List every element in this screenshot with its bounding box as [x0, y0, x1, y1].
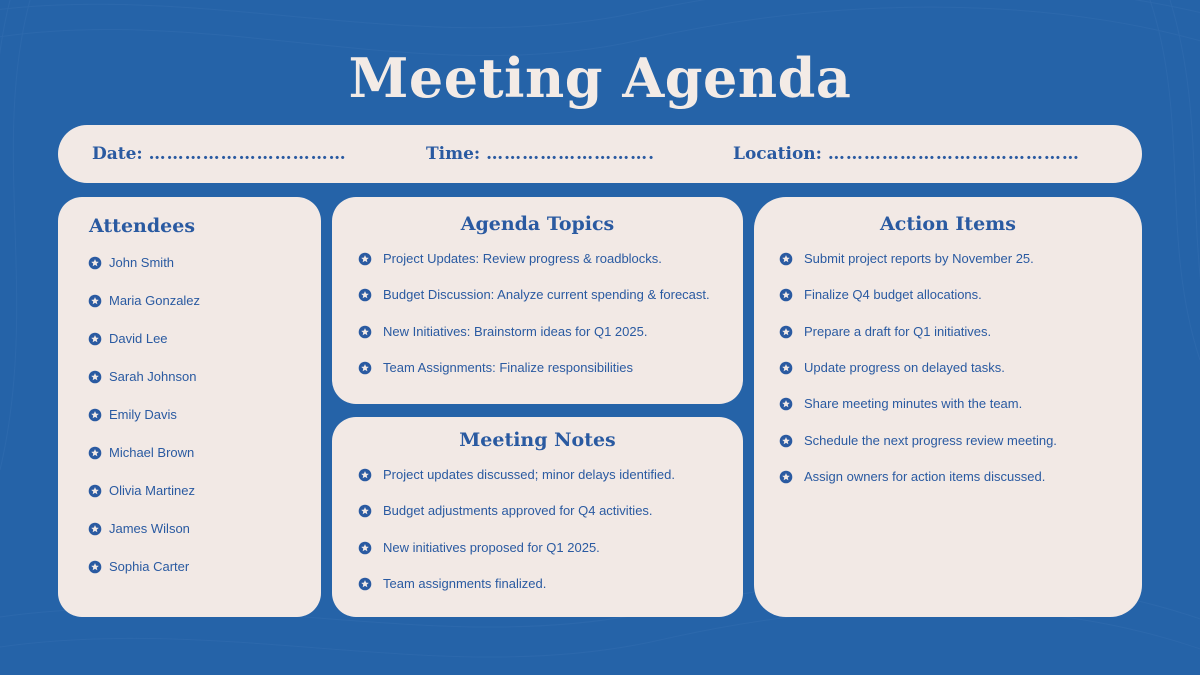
agenda-topic-item-text: New Initiatives: Brainstorm ideas for Q1 2025.: [383, 323, 648, 339]
attendee-item: [88, 481, 195, 501]
meeting-note-item: [358, 574, 546, 594]
agenda-topics-heading: Agenda Topics: [460, 213, 615, 235]
star-badge-icon: [779, 434, 793, 448]
star-badge-icon: [779, 361, 793, 375]
attendees-card: [58, 197, 321, 617]
star-badge-icon: [779, 325, 793, 339]
action-item-text: Share meeting minutes with the team.: [804, 396, 1023, 412]
attendee-item: [88, 291, 200, 311]
star-badge-icon: [88, 294, 102, 308]
agenda-topic-item-text: Project Updates: Review progress & roadblocks.: [383, 251, 662, 266]
star-badge-icon: [779, 470, 793, 484]
time-field[interactable]: [426, 125, 655, 183]
attendee-item-text: Olivia Martinez: [109, 483, 195, 498]
time-label: Time:: [426, 144, 481, 164]
action-item-text: Schedule the next progress review meeting.: [804, 432, 1057, 448]
attendees-heading: Attendees: [89, 215, 196, 237]
star-badge-icon: [88, 522, 102, 536]
action-item: [779, 358, 1005, 378]
action-item-text: Finalize Q4 budget allocations.: [804, 287, 982, 303]
action-items-card: [754, 197, 1142, 617]
star-badge-icon: [358, 288, 372, 302]
attendee-item: [88, 443, 194, 463]
agenda-topic-item-text: Team Assignments: Finalize responsibilities: [383, 359, 633, 375]
date-field[interactable]: [92, 125, 347, 183]
action-item: [779, 249, 1034, 269]
attendee-item: [88, 329, 168, 349]
location-label: Location:: [733, 144, 822, 164]
star-badge-icon: [779, 252, 793, 266]
action-item-text: Update progress on delayed tasks.: [804, 359, 1005, 375]
attendee-item: [88, 557, 189, 577]
action-items-heading: Action Items: [880, 213, 1016, 235]
attendee-item: [88, 253, 174, 273]
agenda-topic-item: [358, 249, 662, 269]
star-badge-icon: [358, 252, 372, 266]
star-badge-icon: [88, 560, 102, 574]
star-badge-icon: [88, 256, 102, 270]
agenda-topic-item: [358, 322, 647, 342]
attendee-item-text: David Lee: [109, 331, 168, 346]
star-badge-icon: [779, 397, 793, 411]
star-badge-icon: [88, 446, 102, 460]
meeting-note-item: [358, 465, 675, 485]
meeting-notes-heading: Meeting Notes: [459, 429, 616, 451]
agenda-topics-card: [332, 197, 743, 404]
attendee-item-text: Emily Davis: [109, 407, 177, 422]
star-badge-icon: [88, 484, 102, 498]
star-badge-icon: [88, 332, 102, 346]
meeting-note-item-text: Project updates discussed; minor delays identified.: [383, 467, 675, 482]
star-badge-icon: [358, 325, 372, 339]
meeting-note-item: [358, 538, 600, 558]
action-item: [779, 467, 1045, 487]
attendee-item-text: Maria Gonzalez: [109, 293, 201, 308]
attendee-item-text: James Wilson: [109, 521, 190, 536]
action-item-text: Prepare a draft for Q1 initiatives.: [804, 323, 992, 339]
action-item-text: Assign owners for action items discussed.: [804, 468, 1046, 484]
star-badge-icon: [88, 408, 102, 422]
star-badge-icon: [358, 468, 372, 482]
attendee-item-text: Sophia Carter: [109, 559, 190, 574]
star-badge-icon: [358, 541, 372, 555]
page-title: Meeting Agenda: [348, 46, 852, 110]
meeting-notes-card: [332, 417, 743, 617]
action-item: [779, 394, 1022, 414]
meeting-note-item: [358, 501, 653, 521]
location-field[interactable]: [733, 125, 1080, 183]
star-badge-icon: [358, 504, 372, 518]
date-value: ……………………………: [148, 144, 347, 164]
star-badge-icon: [358, 577, 372, 591]
attendee-item-text: John Smith: [109, 255, 175, 270]
attendee-item-text: Sarah Johnson: [109, 369, 197, 384]
meeting-note-item-text: Budget adjustments approved for Q4 activities.: [383, 503, 653, 519]
attendee-item: [88, 367, 196, 387]
star-badge-icon: [358, 361, 372, 375]
agenda-topic-item: [358, 358, 633, 378]
date-label: Date:: [92, 144, 143, 164]
agenda-topic-item-text: Budget Discussion: Analyze current spending & forecast.: [383, 287, 710, 303]
star-badge-icon: [88, 370, 102, 384]
attendee-item: [88, 405, 177, 425]
action-item-text: Submit project reports by November 25.: [804, 251, 1034, 266]
action-item: [779, 322, 991, 342]
action-item: [779, 431, 1057, 451]
time-value: ……………………….: [486, 144, 656, 164]
agenda-topic-item: [358, 285, 710, 305]
meeting-info-bar: [58, 125, 1142, 183]
attendee-item-text: Michael Brown: [109, 445, 195, 460]
location-value: ……………………………………: [827, 144, 1080, 164]
meeting-note-item-text: New initiatives proposed for Q1 2025.: [383, 539, 600, 555]
star-badge-icon: [779, 288, 793, 302]
meeting-note-item-text: Team assignments finalized.: [383, 575, 547, 591]
action-item: [779, 285, 982, 305]
attendee-item: [88, 519, 190, 539]
